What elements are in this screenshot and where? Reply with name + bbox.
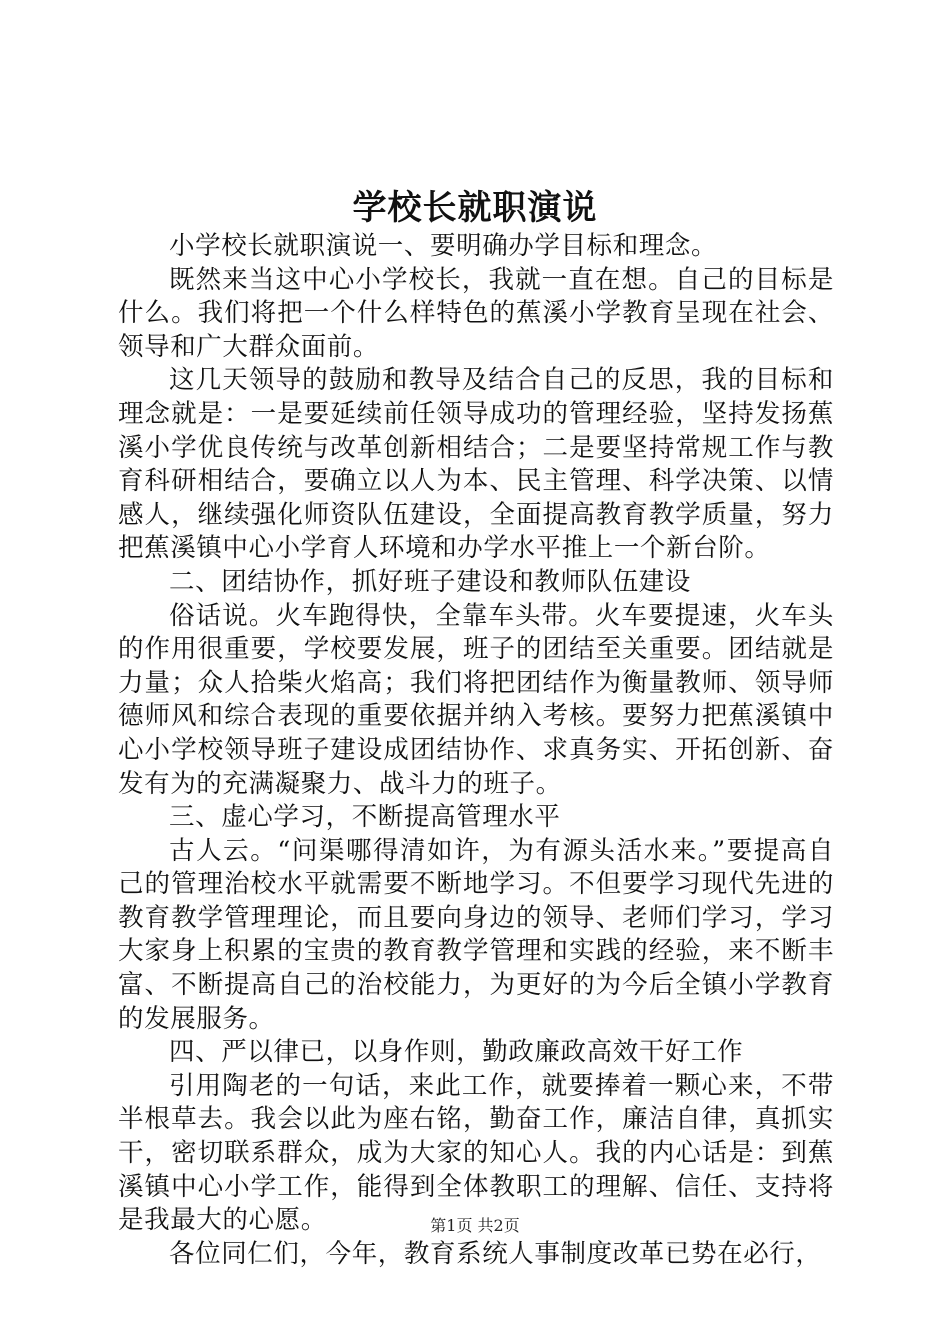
paragraph: 引用陶老的一句话，来此工作，就要捧着一颗心来，不带半根草去。我会以此为座右铭，勤奋工作，廉洁自律，真抓实干，密切联系群众，成为大家的知心人。我的内心话是：到蕉溪镇中心小学工作，能得到全体教职工的理解、信任、支持将是我最大的心愿。: [118, 1070, 834, 1236]
page-number-footer: 第1页 共2页: [430, 1216, 520, 1235]
paragraph: 既然来当这中心小学校长，我就一直在想。自己的目标是什么。我们将把一个什么样特色的蕉溪小学教育呈现在社会、领导和广大群众面前。: [118, 264, 834, 362]
paragraph: 小学校长就职演说一、要明确办学目标和理念。: [169, 231, 718, 261]
paragraph: 这几天领导的鼓励和教导及结合自己的反思，我的目标和理念就是：一是要延续前任领导成功的管理经验，坚持发扬蕉溪小学优良传统与改革创新相结合；二是要坚持常规工作与教育科研相结合，要确立以人为本、民主管理、科学决策、以情感人，继续强化师资队伍建设，全面提高教育教学质量，努力把蕉溪镇中心小学育人环境和办学水平推上一个新台阶。: [118, 365, 834, 564]
document-body: [118, 230, 834, 1271]
paragraph: 古人云。“问渠哪得清如许，为有源头活水来。”要提高自己的管理治校水平就需要不断地学习。不但要学习现代先进的教育教学管理理论，而且要向身边的领导、老师们学习，学习大家身上积累的宝贵的教育教学管理和实践的经验，来不断丰富、不断提高自己的治校能力，为更好的为今后全镇小学教育的发展服务。: [118, 835, 834, 1034]
section-heading: 四、严以律已，以身作则，勤政廉政高效干好工作: [169, 1037, 744, 1068]
document-title: 学校长就职演说: [352, 188, 598, 228]
paragraph: 俗话说。火车跑得快，全靠车头带。火车要提速，火车头的作用很重要，学校要发展，班子的团结至关重要。团结就是力量；众人拾柴火焰高；我们将把团结作为衡量教师、领导师德师风和综合表现的重要依据并纳入考核。要努力把蕉溪镇中心小学校领导班子建设成团结协作、求真务实、开拓创新、奋发有为的充满凝聚力、战斗力的班子。: [118, 600, 834, 799]
section-heading: 三、虚心学习，不断提高管理水平: [169, 802, 561, 833]
section-heading: 二、团结协作，抓好班子建设和教师队伍建设: [169, 566, 692, 597]
paragraph: 各位同仁们，今年，教育系统人事制度改革已势在必行，: [169, 1238, 822, 1269]
